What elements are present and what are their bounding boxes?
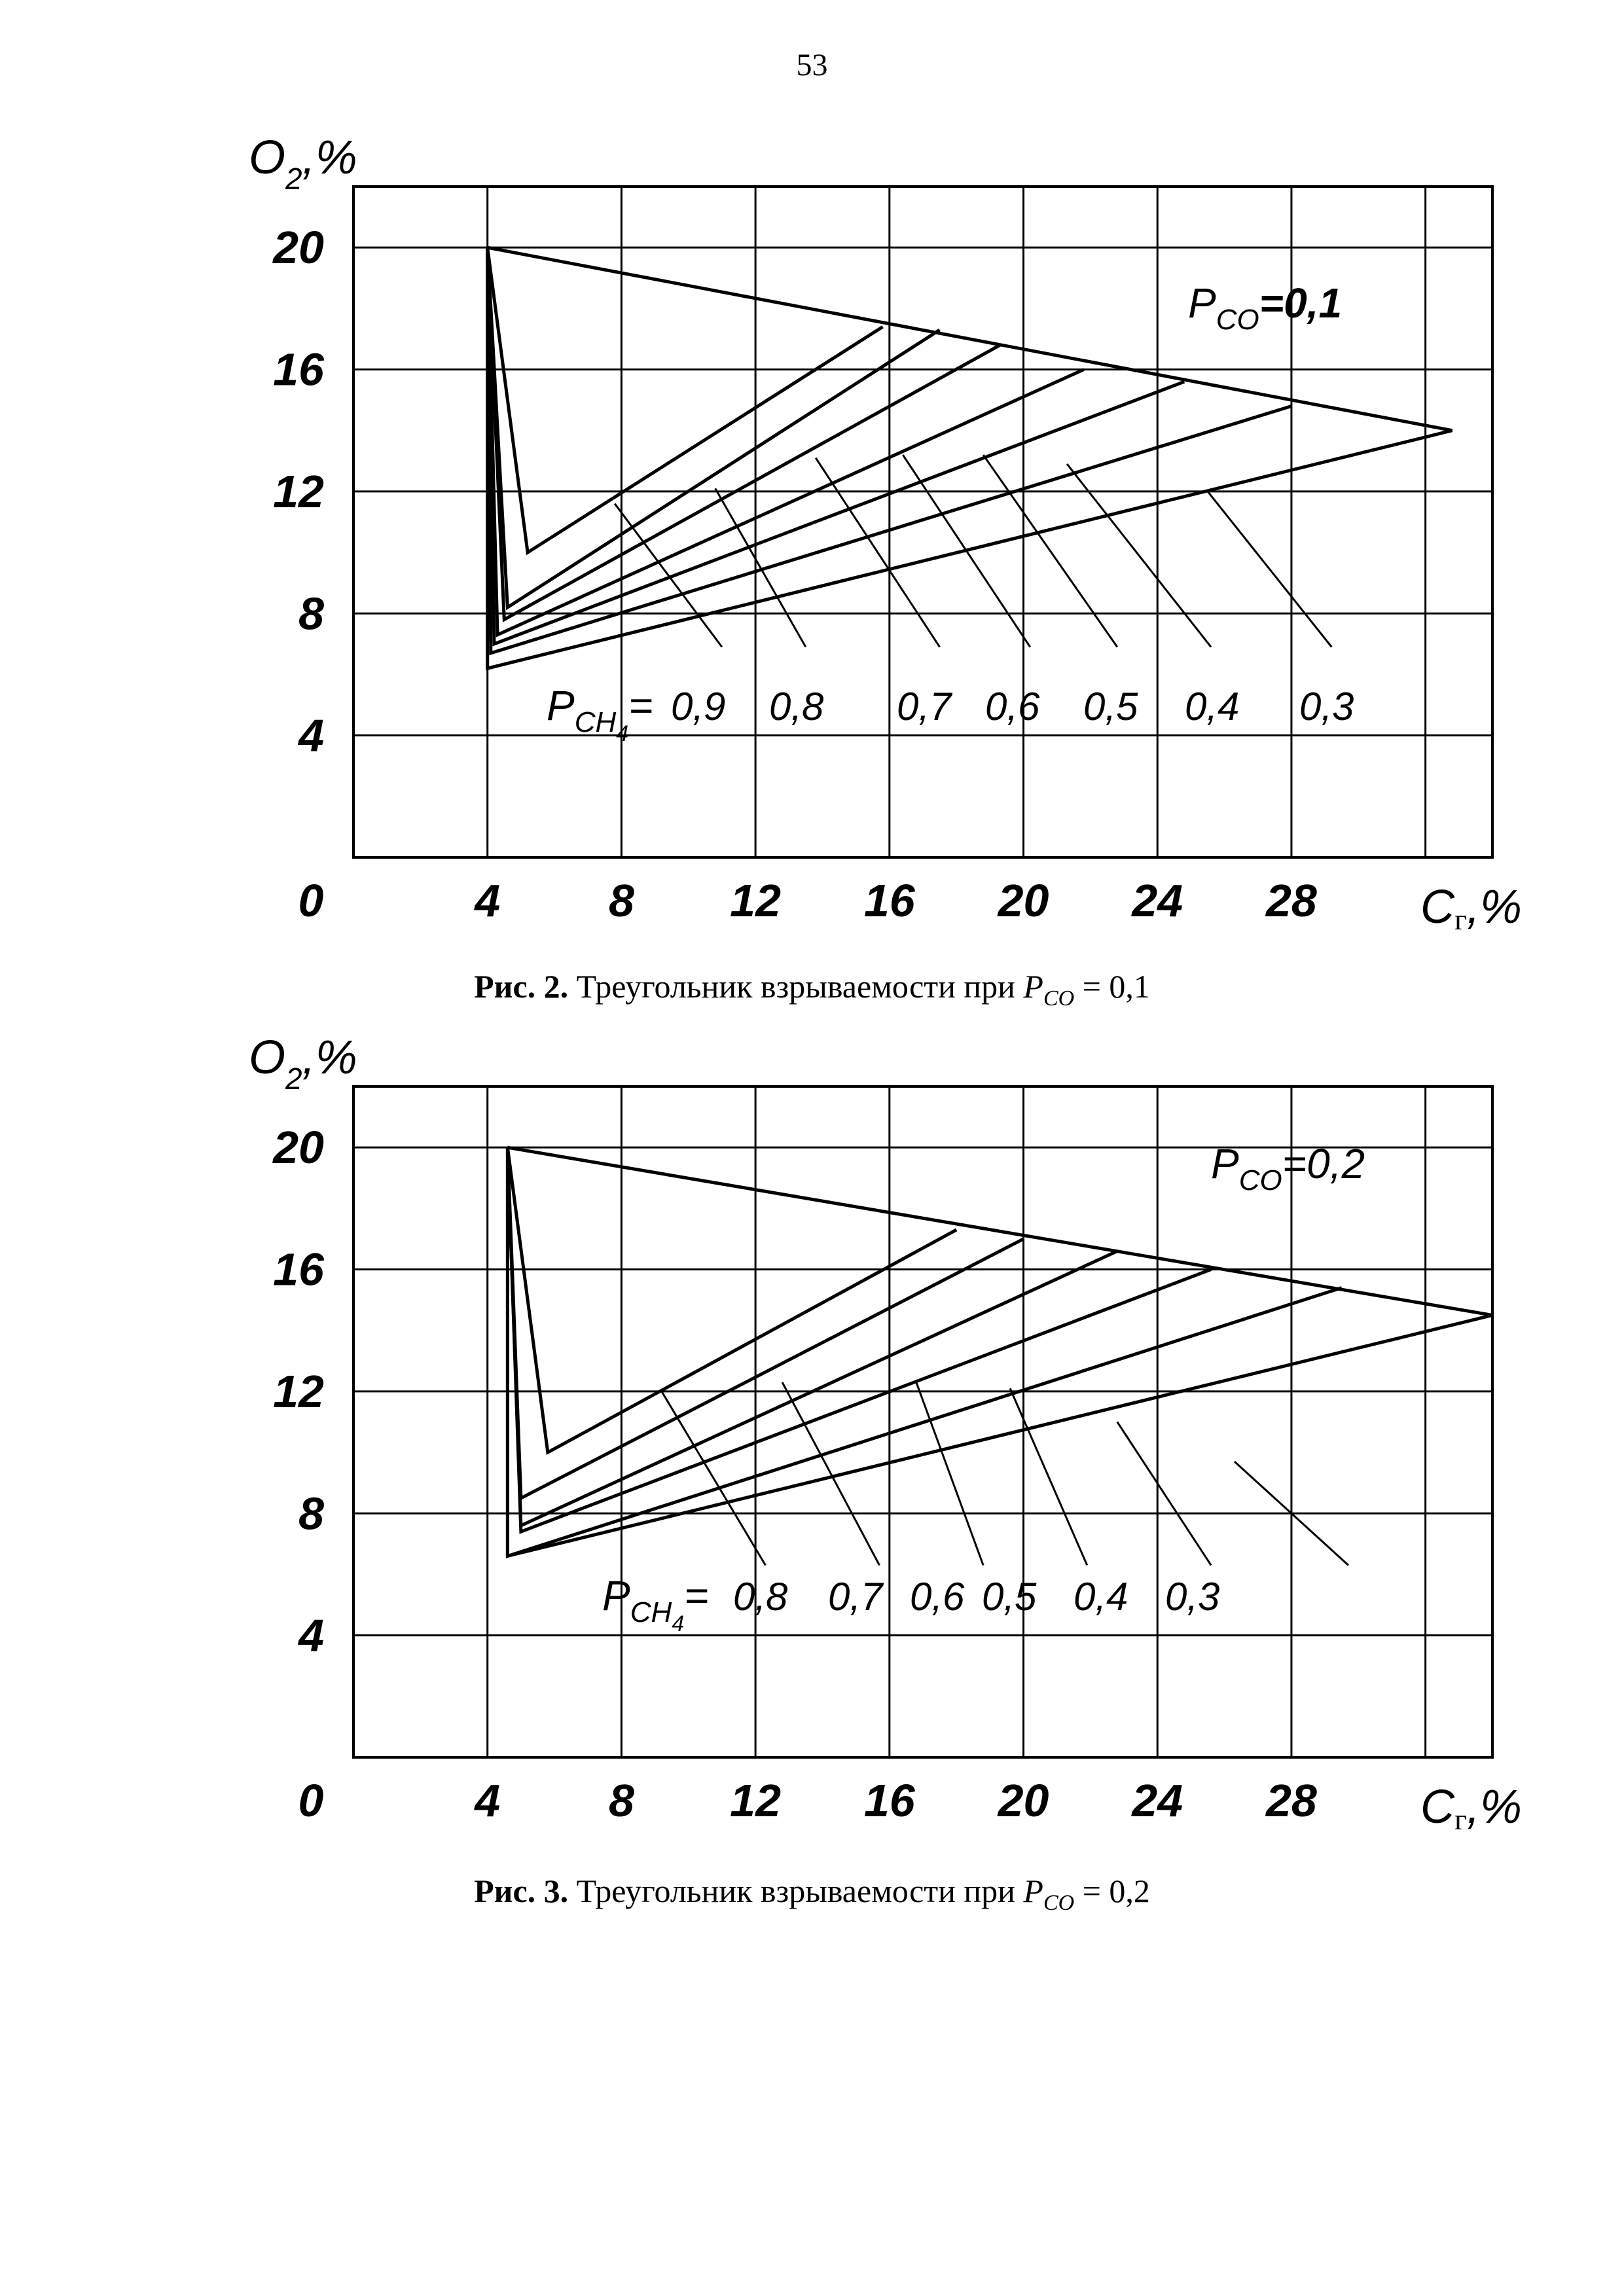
x-tick-label: 28	[1266, 1775, 1317, 1826]
pch4-value-label: 0,5	[982, 1575, 1037, 1619]
leader-line	[916, 1382, 983, 1566]
pch4-value-label: 0,6	[985, 685, 1040, 728]
caption-symbol: P	[1023, 968, 1043, 1005]
leader-line	[782, 1382, 879, 1566]
y-tick-label: 16	[273, 344, 324, 395]
y-tick-label: 8	[298, 1488, 324, 1539]
leader-line	[816, 458, 939, 647]
caption-text: Треугольник взрываемости при	[576, 968, 1015, 1005]
pch4-value-label: 0,5	[1083, 685, 1138, 728]
series-line-pch4-0,7	[488, 247, 1000, 619]
x-tick-label: 20	[998, 1775, 1049, 1826]
pch4-value-label: 0,6	[910, 1575, 965, 1619]
y-axis-label: $O_2,\%$	[249, 132, 357, 196]
series-line-pch4-0,9	[488, 247, 883, 552]
caption-text: Треугольник взрываемости при	[576, 1873, 1015, 1909]
y-axis-label: $O_2,\%$	[249, 1031, 357, 1096]
y-tick-label: 4	[298, 709, 324, 761]
pco-label: $P_{CO}=0,2$	[1211, 1140, 1365, 1196]
series-line-pch4-0,5	[488, 247, 1184, 644]
leader-line	[1117, 1422, 1211, 1566]
y-tick-label: 20	[273, 1122, 324, 1174]
y-tick-label: 16	[273, 1244, 324, 1295]
x-tick-label: 4	[475, 875, 501, 926]
pch4-value-label: 0,4	[1074, 1575, 1128, 1619]
y-tick-label: 12	[273, 1365, 324, 1417]
caption-symbol-subscript: CO	[1043, 1891, 1075, 1915]
x-tick-label: 12	[730, 875, 782, 926]
x-axis-label: Cг,%	[1420, 881, 1522, 936]
envelope-line	[488, 247, 1453, 431]
figure-caption	[0, 967, 1624, 1011]
leader-line	[715, 488, 806, 647]
series-line-pch4-0,5	[507, 1147, 1211, 1532]
pco-label: $P_{CO}=0,1$	[1188, 279, 1343, 336]
x-tick-label: 4	[475, 1775, 501, 1826]
x-tick-label: 24	[1132, 1775, 1183, 1826]
leader-line	[1208, 492, 1331, 647]
pch4-value-label: 0,4	[1185, 685, 1240, 728]
caption-value: = 0,1	[1082, 968, 1150, 1005]
pch4-value-label: 0,8	[769, 685, 824, 728]
x-tick-label: 8	[608, 1775, 634, 1826]
x-tick-label: 0	[298, 1775, 324, 1826]
chart-explosion-triangle-pco-02	[0, 1031, 1624, 1846]
pch4-value-label: 0,7	[897, 685, 952, 728]
x-tick-label: 16	[863, 1775, 915, 1826]
y-tick-label: 8	[298, 588, 324, 639]
y-tick-label: 12	[273, 465, 324, 517]
pch4-value-label: 0,8	[733, 1575, 788, 1619]
pch4-label: $P_{CH4}=$	[547, 682, 653, 746]
x-tick-label: 0	[298, 875, 324, 926]
figure-caption	[0, 1872, 1624, 1916]
pch4-value-label: 0,3	[1299, 685, 1354, 728]
leader-line	[983, 455, 1117, 647]
pch4-label: $P_{CH4}=$	[602, 1572, 709, 1636]
y-tick-label: 4	[298, 1609, 324, 1661]
y-tick-label: 20	[273, 222, 324, 274]
x-tick-label: 8	[608, 875, 634, 926]
x-tick-label: 20	[998, 875, 1049, 926]
caption-symbol-subscript: CO	[1043, 986, 1075, 1011]
x-tick-label: 28	[1266, 875, 1317, 926]
leader-line	[1010, 1388, 1087, 1565]
pch4-value-label: 0,9	[671, 685, 726, 728]
pch4-value-label: 0,7	[828, 1575, 883, 1619]
chart-explosion-triangle-pco-01	[0, 132, 1624, 936]
caption-number: Рис. 3.	[474, 1873, 569, 1909]
series-line-pch4-0,6	[507, 1147, 1117, 1526]
series-line-pch4-0,3	[507, 1147, 1492, 1556]
x-tick-label: 12	[730, 1775, 782, 1826]
page-number: 53	[796, 48, 828, 82]
series-line-pch4-0,7	[507, 1147, 1023, 1498]
x-axis-label: Cг,%	[1420, 1781, 1522, 1836]
x-tick-label: 16	[863, 875, 915, 926]
caption-number: Рис. 2.	[474, 968, 569, 1005]
series-line-pch4-0,8	[488, 247, 940, 607]
caption-value: = 0,2	[1082, 1873, 1150, 1909]
caption-symbol: P	[1023, 1873, 1043, 1909]
series-line-pch4-0,4	[507, 1147, 1341, 1556]
x-tick-label: 24	[1132, 875, 1183, 926]
pch4-value-label: 0,3	[1165, 1575, 1220, 1619]
